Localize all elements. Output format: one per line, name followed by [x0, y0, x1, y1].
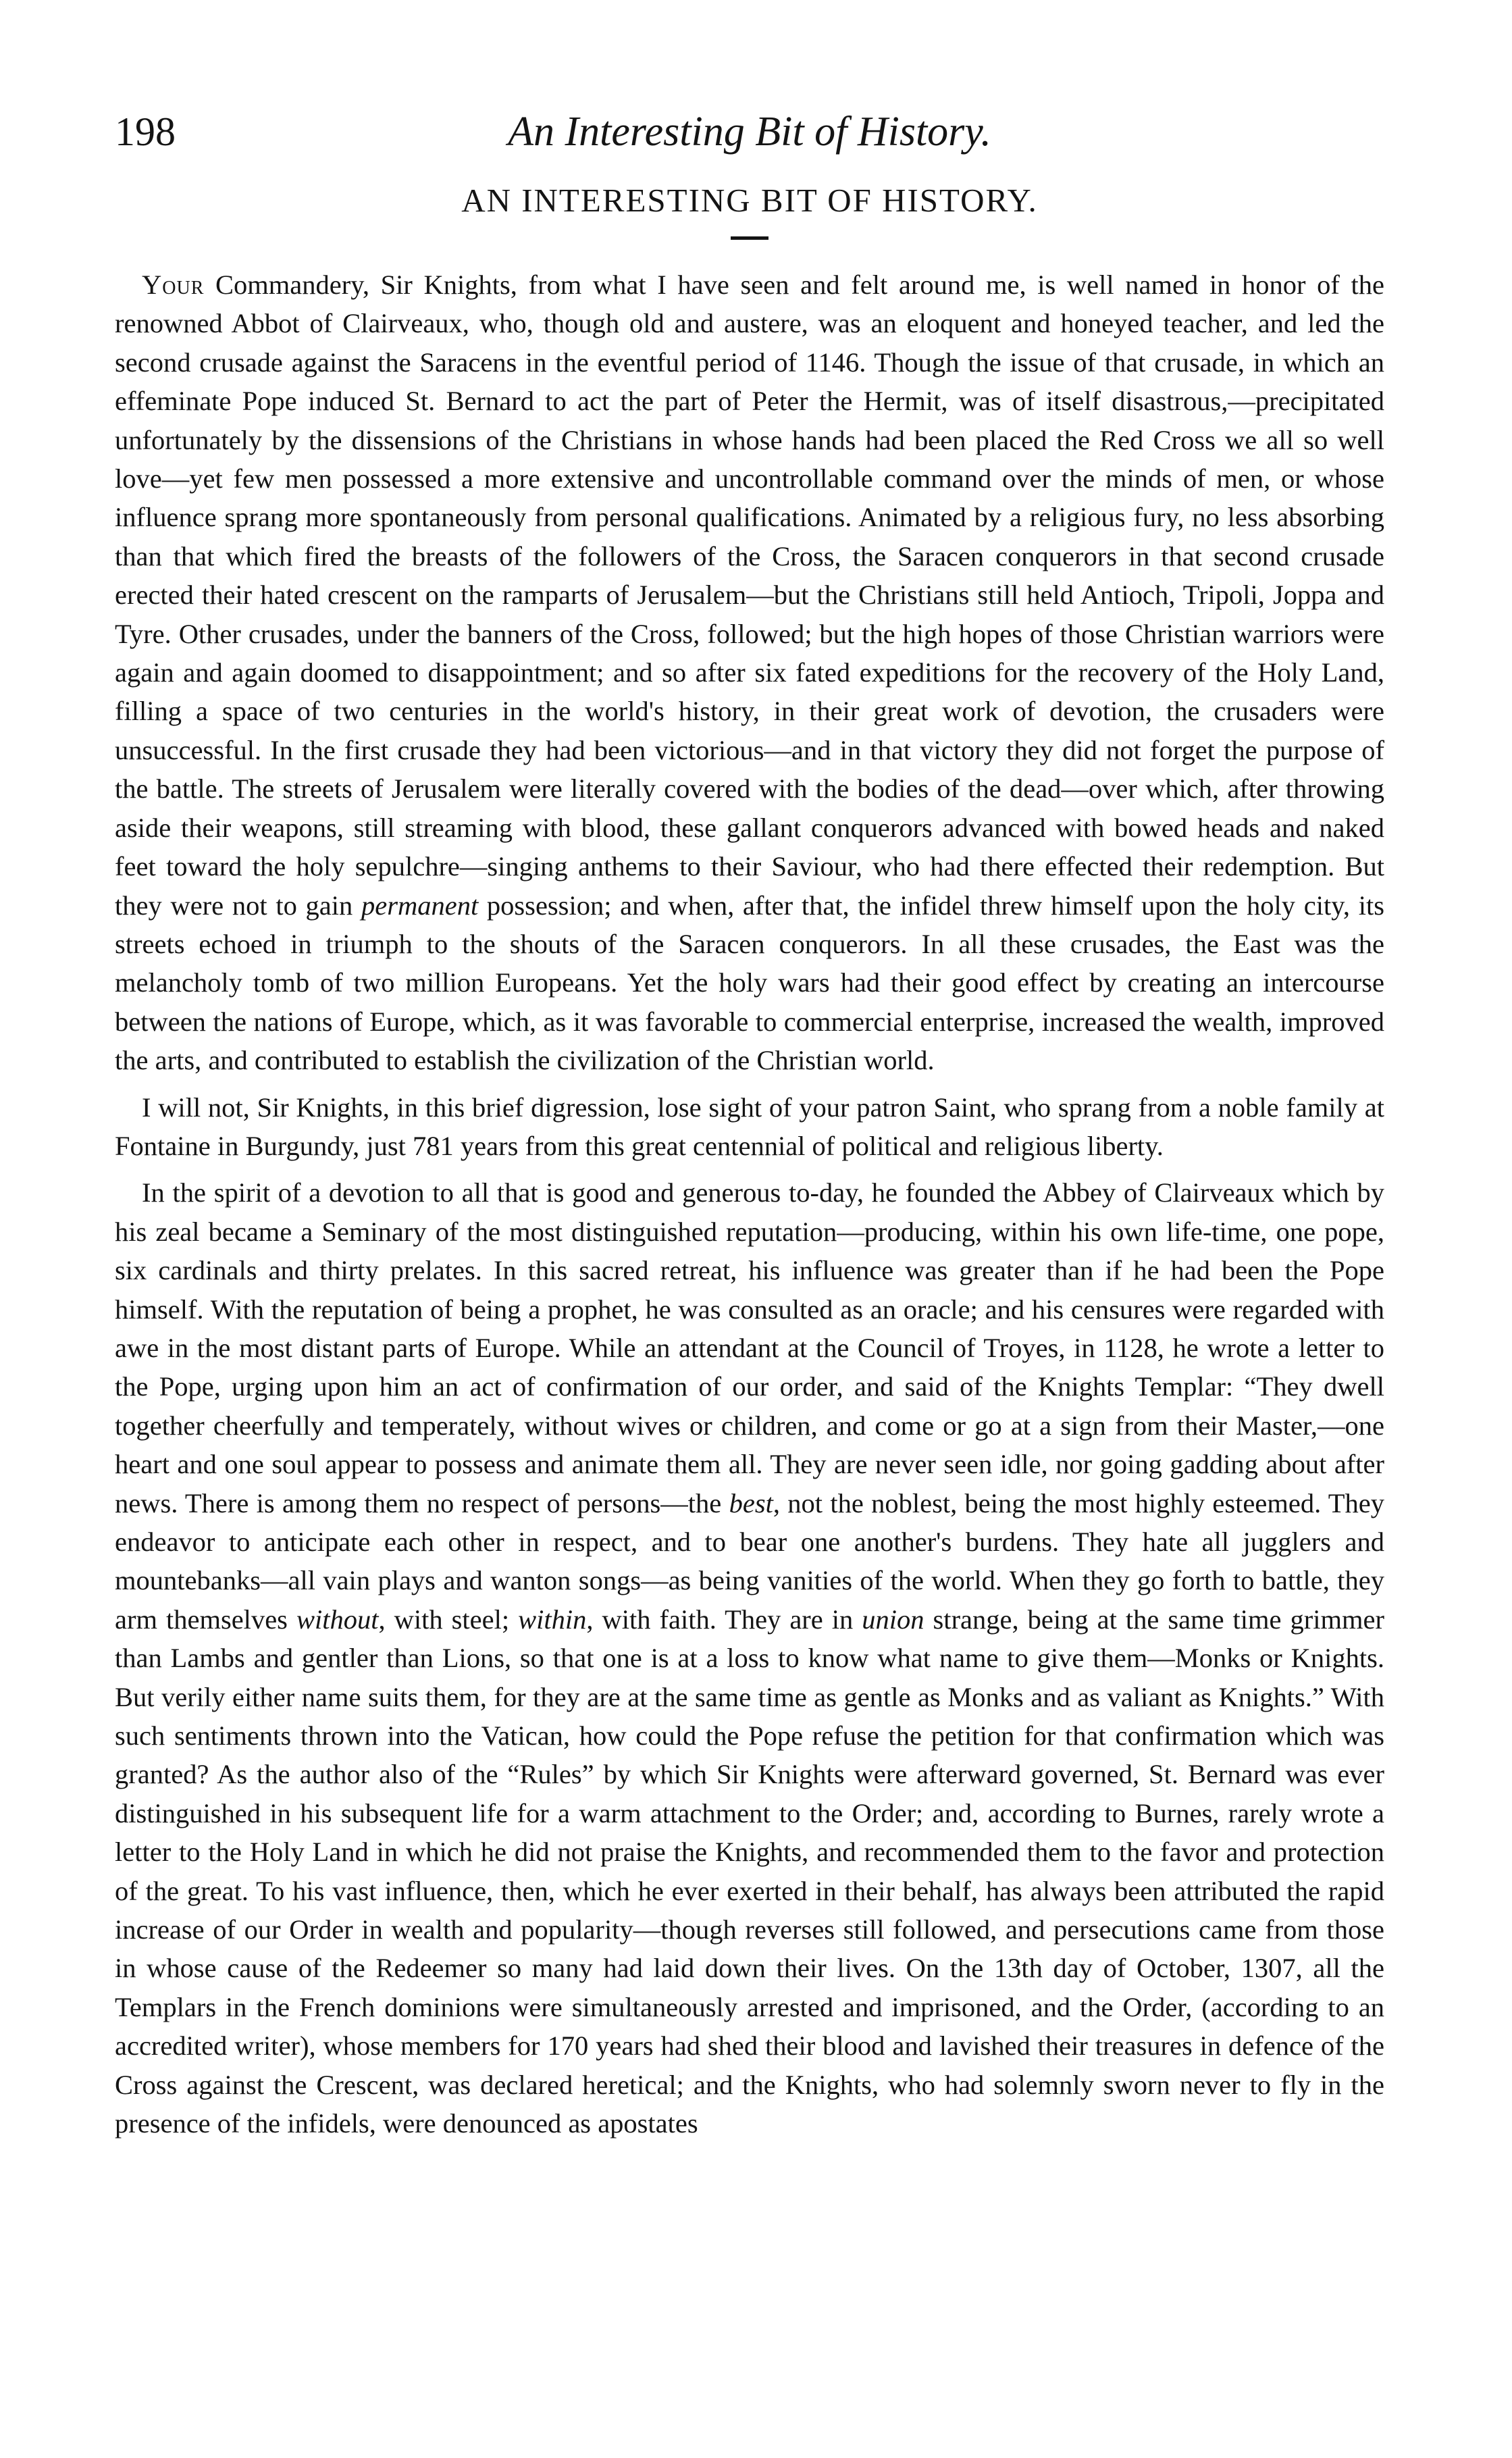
paragraph-3-part-b: , not the noblest, being the most highly esteemed. They endeavor to anticipate each other in respect, and to bear one another's burdens. They hate all jugglers and mountebanks—all vain plays and wanton songs—as being vanities of the world. When they go forth to battle, they arm themselves [115, 1487, 1384, 1635]
paragraph-3-part-e: strange, being at the same time grimmer than Lambs and gentler than Lions, so that one is at a loss to know what name to give them—Monks or Knights. But verily either name suits them, for they are at the same time as gentle as Monks and as valiant as Knights.” With such sentiments thrown into the Vatican, how could the Pope refuse the petition for that confirmation which was granted? As the author also of the “Rules” by which Sir Knights were afterward governed, St. Bernard was ever distinguished in his subsequent life for a warm attachment to the Order; and, according to Burnes, rarely wrote a letter to the Holy Land in which he did not praise the Knights, and recommended them to the favor and protection of the great. To his vast influence, then, which he ever exerted in their behalf, has always been attributed the rapid increase of our Order in wealth and popularity—though reverses still followed, and persecutions came from those in whose cause of the Redeemer so many had laid down their lives. On the 13th day of October, 1307, all the Templars in the French dominions were simultaneously arrested and imprisoned, and the Order, (according to an accredited writer), whose members for 170 years had shed their blood and lavished their treasures in defence of the Cross against the Crescent, was declared heretical; and the Knights, who had solemnly sworn never to fly in the presence of the infidels, were denounced as apostates [115, 1604, 1384, 2139]
running-head [115, 101, 1384, 162]
page [115, 101, 1384, 2143]
paragraph-1-tail: possession; and when, after that, the infidel threw himself upon the holy city, its streets echoed in triumph to the shouts of the Saracen conquerors. In all these crusades, the East was the melancholy tomb of two million Europeans. Yet the holy wars had their good effect by creating an intercourse between the nations of Europe, which, as it was favorable to commercial enterprise, increased the wealth, improved the arts, and contributed to establish the civilization of the Christian world. [115, 890, 1384, 1076]
paragraph-3-part-c: , with steel; [378, 1604, 519, 1635]
paragraph-1-lead: Your [142, 270, 205, 300]
paragraph-1-italic: permanent [361, 890, 479, 921]
paragraph-3-italic-best: best [729, 1487, 773, 1518]
paragraph-3 [115, 1173, 1384, 2143]
article-title: AN INTERESTING BIT OF HISTORY. [461, 182, 1038, 219]
paragraph-1 [115, 265, 1384, 1080]
paragraph-3-part-d: , with faith. They are in [586, 1604, 862, 1635]
paragraph-3-part-a: In the spirit of a devotion to all that is good and generous to-day, he founded the Abbey of Clairveaux which by his zeal became a Seminary of the most distinguished reputation—producing, within his own life-time, one pope, six cardinals and thirty prelates. In this sacred retreat, his influence was greater than if he had been the Pope himself. With the reputation of being a prophet, he was consulted as an oracle; and his censures were regarded with awe in the most distant parts of Europe. While an attendant at the Council of Troyes, in 1128, he wrote a letter to the Pope, urging upon him an act of confirmation of our order, and said of the Knights Templar: “They dwell together cheerfully and temperately, without wives or children, and come or go at a sign from their Master,—one heart and one soul appear to possess and animate them all. They are never seen idle, nor going gadding about after news. There is among them no respect of persons—the [115, 1177, 1384, 1518]
paragraph-3-italic-union: union [862, 1604, 924, 1635]
paragraph-2: I will not, Sir Knights, in this brief digression, lose sight of your patron Saint, who sprang from a noble family at Fontaine in Burgundy, just 781 years from this great centennial of political and religious liberty. [115, 1092, 1384, 1161]
page-number: 198 [115, 109, 176, 154]
paragraph-3-italic-within: within [518, 1604, 587, 1635]
paragraph-1-body: Commandery, Sir Knights, from what I have seen and felt around me, is well named in honor of the renowned Abbot of Clairveaux, who, though old and austere, was an eloquent and honeyed teacher, and led the second crusade against the Saracens in the eventful period of 1146. Though the issue of that crusade, in which an effeminate Pope induced St. Bernard to act the part of Peter the Hermit, was of itself disastrous,—precipitated unfortunately by the dissensions of the Christians in whose hands had been placed the Red Cross we all so well love—yet few men possessed a more extensive and uncontrollable command over the minds of men, or whose influence sprang more spontaneously from personal qualifications. Animated by a religious fury, no less absorbing than that which fired the breasts of the followers of the Cross, the Saracen conquerors in that second crusade erected their hated crescent on the ramparts of Jerusalem—but the Christians still held Antioch, Tripoli, Joppa and Tyre. Other crusades, under the banners of the Cross, followed; but the high hopes of those Christian warriors were again and again doomed to disappointment; and so after six fated expeditions for the recovery of the Holy Land, filling a space of two centuries in the world's history, in their great work of devotion, the crusaders were unsuccessful. In the first crusade they had been victorious—and in that victory they did not forget the purpose of the battle. The streets of Jerusalem were literally covered with the bodies of the dead—over which, after throwing aside their weapons, still streaming with blood, these gallant conquerors advanced with bowed heads and naked feet toward the holy sepulchre—singing anthems to their Saviour, who had there effected their redemption. But they were not to gain [115, 270, 1384, 921]
paragraph-3-italic-without: without [296, 1604, 379, 1635]
title-divider [731, 236, 768, 240]
running-title: An Interesting Bit of History. [508, 109, 991, 155]
